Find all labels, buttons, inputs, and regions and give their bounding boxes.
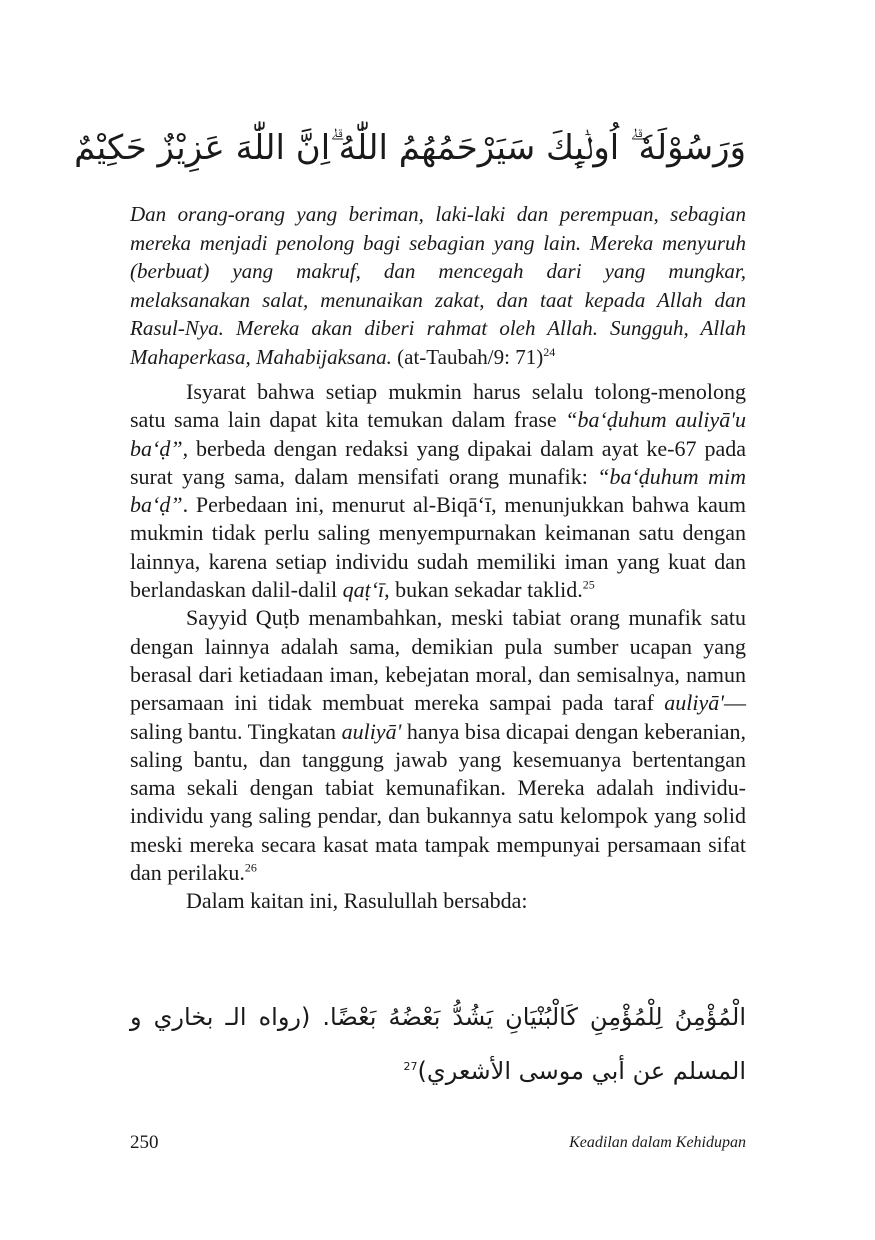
paragraph-2-text-b: —saling bantu. Tingkatan xyxy=(130,690,746,744)
page-number: 250 xyxy=(130,1132,159,1153)
translation-reference: (at-Taubah/9: 71) xyxy=(391,344,544,369)
paragraph-1-text-a: Isyarat bahwa setiap mukmin harus selalu tolong-menolong satu sama lain dapat kita temukan dalam frase xyxy=(130,379,746,433)
book-page xyxy=(74,0,746,1240)
term-auliya-1: auliyā' xyxy=(664,690,724,716)
paragraph-1-text-c: . Perbedaan ini, menurut al-Biqā‘ī, menunjukkan bahwa kaum mukmin tidak perlu saling menyempurnakan keimanan satu dengan lainnya, karena setiap individu sudah memiliki iman yang kuat dan berlandaskan dalil-dalil xyxy=(130,492,746,603)
paragraph-1-text-d: , bukan sekadar taklid. xyxy=(384,577,583,603)
paragraph-1-text-b: , berbeda dengan redaksi yang dipakai dalam ayat ke-67 pada surat yang sama, dalam mensifati orang munafik: xyxy=(130,435,746,489)
quran-verse-text: وَرَسُوْلَهٗ ۗ اُولٰۤىِٕكَ سَيَرْحَمُهُمُ اللّٰهُ ۗاِنَّ اللّٰهَ عَزِيْزٌ حَكِيْمٌ xyxy=(74,128,746,168)
translation-text: Dan orang-orang yang beriman, laki-laki dan perempuan, sebagian mereka menjadi penolong bagi sebagian yang lain. Mereka menyuruh (berbuat) yang makruf, dan mencegah dari yang mungkar, melaksanakan salat, menunaikan zakat, dan taat kepada Allah dan Rasul-Nya. Mereka akan diberi rahmat oleh Allah. Sungguh, Allah Mahaperkasa, Mahabijaksana. xyxy=(130,202,746,369)
quran-verse-arabic xyxy=(74,118,746,178)
page-footer xyxy=(130,1132,746,1162)
term-auliya-2: auliyā' xyxy=(341,718,402,744)
paragraph-3 xyxy=(130,887,746,915)
hadith-text: الْمُؤْمِنُ لِلْمُؤْمِنِ كَالْبُنْيَانِ يَشُدُّ بَعْضُهُ بَعْضًا. (رواه الـ بخاري و المسلم عن أبي موسى الأشعري) xyxy=(130,1003,746,1085)
footnote-marker-24: 24 xyxy=(543,344,556,359)
term-qathi: qaṭ‘ī xyxy=(342,577,385,603)
body-text xyxy=(130,378,746,916)
verse-translation xyxy=(130,200,746,372)
hadith-arabic xyxy=(130,990,746,1098)
paragraph-1 xyxy=(130,378,746,604)
paragraph-3-text: Dalam kaitan ini, Rasulullah bersabda: xyxy=(186,888,528,914)
footnote-marker-27: 27 xyxy=(403,1060,418,1073)
footnote-marker-25: 25 xyxy=(582,577,595,592)
running-title: Keadilan dalam Kehidupan xyxy=(569,1134,746,1151)
footnote-marker-26: 26 xyxy=(244,860,257,875)
arabic-phrase-1: “ba‘ḍuhum auliyā'u ba‘ḍ” xyxy=(130,407,746,461)
paragraph-2-text-a: Sayyid Quṭb menambahkan, meski tabiat orang munafik satu dengan lainnya adalah sama, demikian pula sumber ucapan yang berasal dari ketiadaan iman, kebejatan moral, dan semisalnya, namun persamaan ini tidak membuat mereka sampai pada taraf xyxy=(130,605,746,716)
paragraph-2-text-c: hanya bisa dicapai dengan keberanian, saling bantu, dan tanggung jawab yang kesemuanya bertentangan sama sekali dengan tabiat kemunafikan. Mereka adalah individu-individu yang saling pendar, dan bukannya satu kelompok yang solid meski mereka secara kasat mata tampak mempunyai persamaan sifat dan perilaku. xyxy=(130,718,746,886)
arabic-phrase-2: “ba‘ḍuhum mim ba‘ḍ” xyxy=(130,463,746,518)
paragraph-2 xyxy=(130,604,746,887)
